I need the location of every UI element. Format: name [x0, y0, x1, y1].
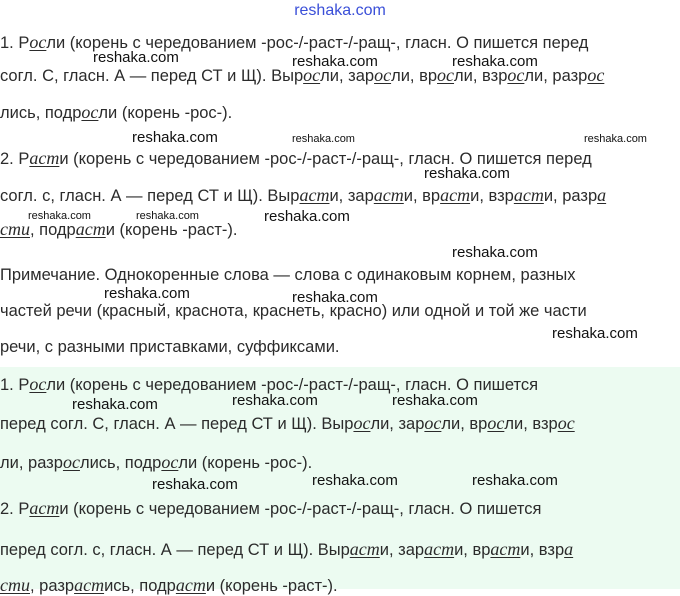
watermark: reshaka.com	[452, 244, 538, 261]
word-root: ос	[424, 413, 442, 433]
text-line	[0, 219, 238, 240]
text-run: ли, зар	[320, 67, 375, 85]
text-run: речи, с разными приставками, суффиксами.	[0, 338, 340, 356]
text-run: ли, разр	[524, 67, 588, 85]
word-root: ос	[587, 65, 605, 85]
text-run: 1. Р	[0, 376, 30, 394]
text-line	[0, 539, 573, 560]
watermark: reshaka.com	[93, 49, 179, 66]
watermark: reshaka.com	[452, 53, 538, 70]
word-root: ос	[29, 374, 47, 394]
text-line	[0, 575, 338, 596]
text-run: частей речи (красный, краснота, краснеть, красно) или одной и той же части	[0, 302, 587, 320]
word-root: аст	[75, 219, 106, 239]
text-run: и, разр	[543, 187, 598, 205]
text-run: 2. Р	[0, 150, 30, 168]
word-root: ос	[487, 413, 505, 433]
word-root: сти	[0, 219, 30, 239]
text-run: ли (корень -рос-).	[178, 454, 313, 472]
text-run: ли, взр	[454, 67, 508, 85]
text-line	[0, 185, 606, 206]
word-root: аст	[373, 185, 404, 205]
word-root: сти	[0, 575, 30, 595]
watermark: reshaka.com	[232, 392, 318, 409]
text-run: лись, подр	[0, 104, 82, 122]
text-run: и, взр	[520, 541, 565, 559]
text-run: ли, взр	[504, 415, 558, 433]
text-line	[0, 413, 575, 434]
text-run: и (корень с чередованием -рос-/-раст-/-ращ-, гласн. О пишется	[59, 500, 542, 518]
text-run: лись, подр	[79, 454, 162, 472]
site-logo[interactable]: reshaka.com	[294, 2, 386, 19]
word-root: аст	[513, 185, 544, 205]
watermark: reshaka.com	[292, 289, 378, 306]
word-root: ос	[437, 65, 455, 85]
watermark: reshaka.com	[132, 129, 218, 146]
word-root: аст	[490, 539, 521, 559]
text-run: и (корень с чередованием -рос-/-раст-/-ращ-, гласн. О пишется перед	[59, 150, 592, 168]
watermark: reshaka.com	[424, 165, 510, 182]
text-run: и, зар	[379, 541, 425, 559]
text-run: , подр	[30, 221, 76, 239]
word-root: аст	[299, 185, 330, 205]
word-root: аст	[349, 539, 380, 559]
watermark: reshaka.com	[392, 392, 478, 409]
text-run: ли, разр	[0, 454, 63, 472]
watermark: reshaka.com	[264, 208, 350, 225]
word-root: ос	[161, 452, 179, 472]
word-root: аст	[424, 539, 455, 559]
word-root: ос	[353, 413, 371, 433]
text-run: перед согл. С, гласн. А — перед СТ и Щ). Выр	[0, 415, 354, 433]
text-line	[0, 498, 541, 519]
text-run: ли, вр	[441, 415, 488, 433]
text-run: перед согл. с, гласн. А — перед СТ и Щ). Выр	[0, 541, 350, 559]
text-line	[0, 32, 588, 53]
text-run: Примечание. Однокоренные слова — слова с одинаковым корнем, разных	[0, 266, 576, 284]
watermark: reshaka.com	[292, 133, 355, 145]
watermark: reshaka.com	[552, 325, 638, 342]
watermark: reshaka.com	[312, 472, 398, 489]
text-run: и, взр	[470, 187, 514, 205]
text-run: 2. Р	[0, 500, 30, 518]
watermark: reshaka.com	[472, 472, 558, 489]
word-root: ос	[29, 32, 47, 52]
watermark: reshaka.com	[136, 210, 199, 222]
word-root: ос	[374, 65, 392, 85]
text-line	[0, 337, 340, 357]
text-run: , разр	[30, 577, 75, 595]
watermark: reshaka.com	[292, 53, 378, 70]
word-root: а	[597, 185, 607, 205]
text-run: согл. с, гласн. А — перед СТ и Щ). Выр	[0, 187, 300, 205]
word-root: ос	[62, 452, 80, 472]
text-run: и, зар	[329, 187, 374, 205]
text-run: и, вр	[454, 541, 491, 559]
word-root: аст	[440, 185, 471, 205]
answer-block-1	[0, 22, 680, 367]
text-run: ли, зар	[370, 415, 425, 433]
word-root: ос	[303, 65, 321, 85]
text-run: и, вр	[403, 187, 441, 205]
text-line	[0, 265, 576, 285]
text-run: согл. С, гласн. А — перед СТ и Щ). Выр	[0, 67, 304, 85]
watermark: reshaka.com	[72, 396, 158, 413]
text-run: ли (корень с чередованием -рос-/-раст-/-ращ-, гласн. О пишется	[46, 376, 539, 394]
text-run: 1. Р	[0, 34, 30, 52]
watermark: reshaka.com	[28, 210, 91, 222]
word-root: аст	[29, 498, 60, 518]
text-line	[0, 102, 232, 123]
text-line	[0, 452, 312, 473]
text-run: ли, вр	[391, 67, 438, 85]
text-run: ись, подр	[104, 577, 176, 595]
watermark: reshaka.com	[152, 476, 238, 493]
text-run: и (корень -раст-).	[205, 577, 338, 595]
text-run: ли (корень с чередованием -рос-/-раст-/-ращ-, гласн. О пишется перед	[46, 34, 589, 52]
word-root: ос	[81, 102, 99, 122]
word-root: аст	[175, 575, 206, 595]
word-root: аст	[29, 148, 60, 168]
text-run: и (корень -раст-).	[105, 221, 238, 239]
answer-block-2	[0, 367, 680, 595]
word-root: ос	[557, 413, 575, 433]
word-root: аст	[74, 575, 105, 595]
text-run: ли (корень -рос-).	[98, 104, 233, 122]
watermark: reshaka.com	[584, 133, 647, 145]
site-header	[0, 0, 680, 22]
word-root: ос	[507, 65, 525, 85]
word-root: а	[564, 539, 574, 559]
watermark: reshaka.com	[104, 285, 190, 302]
